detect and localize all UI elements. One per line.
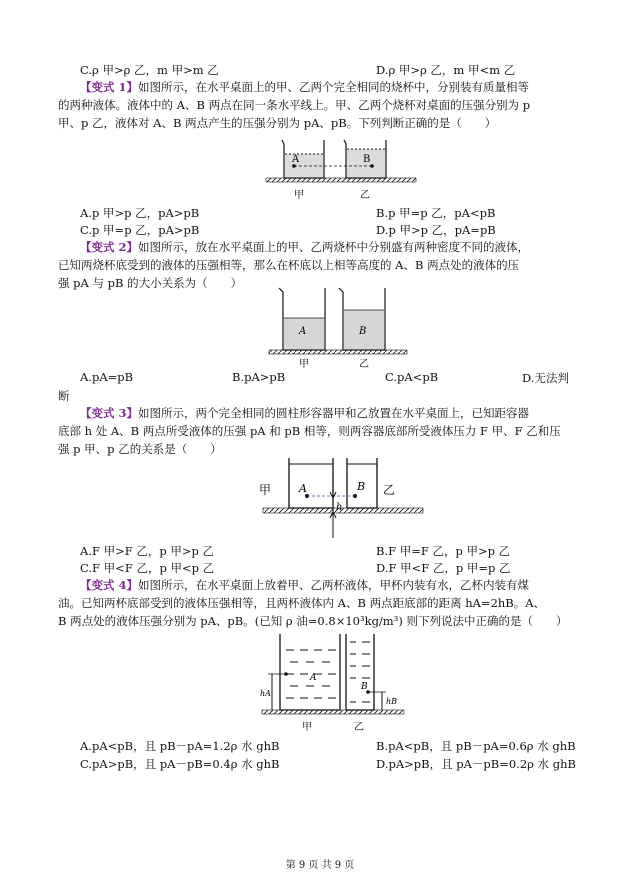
q2-fig-jia: 甲 <box>299 359 309 370</box>
q4-cup-yi <box>346 634 374 710</box>
q3-option-d: D.F 甲<F 乙，p 甲=p 乙 <box>376 561 511 575</box>
q2-option-d-cont: 断 <box>58 389 70 403</box>
q1-option-d: D.p 甲>p 乙，pA=pB <box>376 223 496 237</box>
q1-line-1 <box>58 79 578 96</box>
q2-fig-yi: 乙 <box>359 359 369 370</box>
q1-option-c: C.p 甲=p 乙，pA>pB <box>80 223 200 237</box>
q4-figure <box>258 630 408 740</box>
q2-option-b: B.pA>pB <box>232 370 286 384</box>
q3-fig-yi: 乙 <box>383 483 396 497</box>
q3-option-b: B.F 甲=F 乙，p 甲>p 乙 <box>376 544 511 558</box>
q0-option-c: C.ρ 甲>ρ 乙，m 甲>m 乙 <box>80 63 219 77</box>
q4-cup-jia <box>280 634 340 710</box>
q2-fig-a: A <box>299 326 307 337</box>
q2-option-d: D.无法判 <box>522 371 569 385</box>
q4-option-a: A.pA<pB，且 pB－pA=1.2ρ 水 ghB <box>80 739 280 753</box>
q3-tag: 【变式 3】 <box>80 406 139 420</box>
q3-line-1 <box>58 405 578 422</box>
q4-option-c: C.pA>pB，且 pA－pB=0.4ρ 水 ghB <box>80 757 280 771</box>
q1-line-3: 甲、p 乙，液体对 A、B 两点产生的压强分别为 pA、pB。下列判断正确的是（ ） <box>58 116 497 130</box>
q1-fig-b: B <box>363 154 371 165</box>
q4-fig-hb: hB <box>386 697 398 706</box>
q4-fig-ha: hA <box>260 689 271 698</box>
q3-text-1: 如图所示，两个完全相同的圆柱形容器甲和乙放置在水平桌面上，已知距容器 <box>138 406 530 420</box>
q3-figure <box>255 452 435 544</box>
q3-fig-jia: 甲 <box>259 483 272 497</box>
q3-fig-b: B <box>357 480 366 493</box>
q4-line-1 <box>58 577 578 594</box>
q3-container-jia <box>289 458 333 508</box>
q2-option-c: C.pA<pB <box>385 370 439 384</box>
q4-fig-jia: 甲 <box>302 722 312 733</box>
q4-fig-a: A <box>310 673 317 683</box>
q4-tag: 【变式 4】 <box>80 578 139 592</box>
q2-beaker-yi <box>339 288 385 350</box>
q1-option-a: A.p 甲>p 乙，pA>pB <box>80 206 200 220</box>
q4-fig-yi: 乙 <box>354 722 364 733</box>
q4-option-d: D.pA>pB，且 pA－pB=0.2ρ 水 ghB <box>376 757 576 771</box>
q2-line-1 <box>58 239 578 256</box>
q2-beaker-jia <box>279 288 325 350</box>
q4-option-b: B.pA<pB，且 pB－pA=0.6ρ 水 ghB <box>376 739 576 753</box>
q4-fig-b: B <box>361 682 368 692</box>
q1-tag: 【变式 1】 <box>80 80 139 94</box>
q3-line-3: 强 p 甲、p 乙的关系是（ ） <box>58 442 222 456</box>
page-footer: 第 9 页 共 9 页 <box>285 860 355 871</box>
q0-option-d: D.ρ 甲>ρ 乙，m 甲<m 乙 <box>376 63 516 77</box>
q2-fig-b: B <box>359 326 367 337</box>
q1-fig-a: A <box>292 154 300 165</box>
q1-option-b: B.p 甲=p 乙，pA<pB <box>376 206 496 220</box>
q1-line-2: 的两种液体。液体中的 A、B 两点在同一条水平线上。甲、乙两个烧杯对桌面的压强分别为 p <box>58 98 531 112</box>
q2-figure <box>265 282 415 372</box>
q2-text-1: 如图所示，放在水平桌面上的甲、乙两烧杯中分别盛有两种密度不同的液体， <box>138 240 530 254</box>
q2-tag: 【变式 2】 <box>80 240 139 254</box>
q2-line-3: 强 pA 与 pB 的大小关系为（ ） <box>58 276 243 290</box>
q3-fig-h: h <box>336 502 343 513</box>
q1-beaker-jia <box>282 140 324 178</box>
q4-text-1: 如图所示，在水平桌面上放着甲、乙两杯液体，甲杯内装有水，乙杯内装有煤 <box>138 578 530 592</box>
q3-line-2: 底部 h 处 A、B 两点所受液体的压强 pA 和 pB 相等，则两容器底部所受液体压力 F 甲、F 乙和压 <box>58 424 561 438</box>
q3-option-c: C.F 甲<F 乙，p 甲<p 乙 <box>80 561 215 575</box>
q3-fig-a: A <box>299 482 307 495</box>
q2-line-2: 已知两烧杯底受到的液体的压强相等，那么在杯底以上相等高度的 A、B 两点处的液体的压 <box>58 258 520 272</box>
q1-fig-jia: 甲 <box>294 190 304 201</box>
q1-text-1: 如图所示，在水平桌面上的甲、乙两个完全相同的烧杯中，分别装有质量相等 <box>138 80 530 94</box>
q2-option-a: A.pA=pB <box>80 370 134 384</box>
q3-option-a: A.F 甲>F 乙，p 甲>p 乙 <box>80 544 215 558</box>
q4-line-3: B 两点处的液体压强分别为 pA、pB。(已知 ρ 油=0.8×10³kg/m³) 则下列说法中正确的是（ ） <box>58 614 568 628</box>
q1-fig-yi: 乙 <box>360 190 370 201</box>
q4-line-2: 油。已知两杯底部受到的液体压强相等，且两杯液体内 A、B 两点距底部的距离 hA=2hB。A、 <box>58 596 546 610</box>
q1-figure <box>262 132 422 204</box>
